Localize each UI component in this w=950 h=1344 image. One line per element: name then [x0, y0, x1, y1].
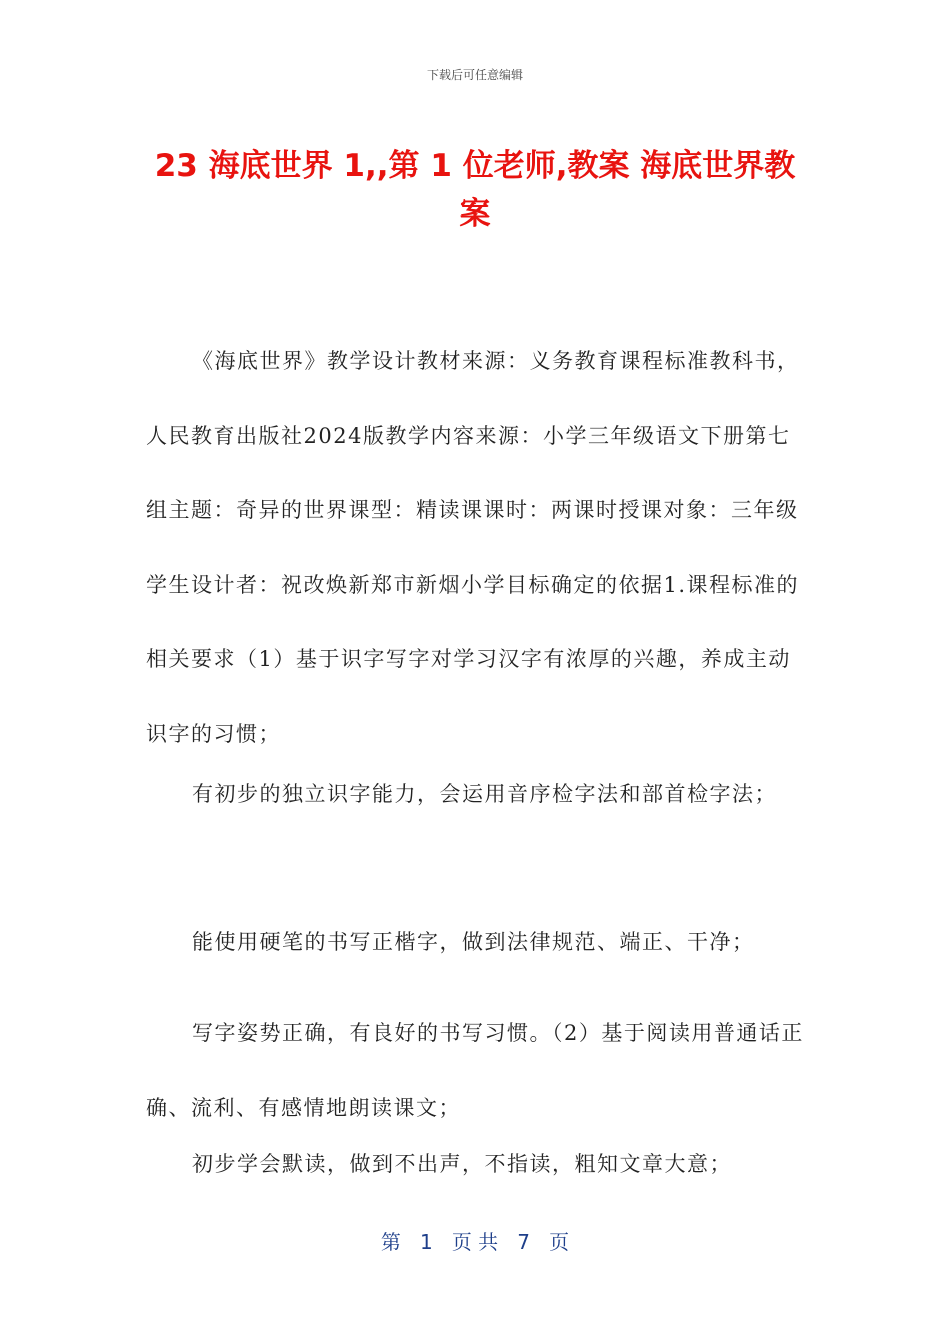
document-title: 23 海底世界 1,,第 1 位老师,教案 海底世界教案	[154, 148, 796, 232]
paragraph-3: 能使用硬笔的书写正楷字，做到法律规范、端正、干净；	[192, 930, 755, 954]
paragraph-1: 《海底世界》教学设计教材来源：义务教育课程标准教科书，人民教育出版社2024版教学内容来源：小学三年级语文下册第七组主题：奇异的世界课型：精读课课时：两课时授课对象：三年级学生设计者：祝改焕新郑市新烟小学目标确定的依据1.课程标准的相关要求（1）基于识字写字对学习汉字有浓厚的兴趣，养成主动识字的习惯；	[146, 349, 800, 746]
paragraph-2: 有初步的独立识字能力，会运用音序检字法和部首检字法；	[192, 782, 777, 806]
page-footer	[0, 1226, 950, 1255]
total-pages-number: 7	[517, 1230, 530, 1254]
paragraph-4: 写字姿势正确，有良好的书写习惯。（2）基于阅读用普通话正确、流利、有感情地朗读课文；	[146, 1021, 804, 1120]
header-note: 下载后可任意编辑	[426, 68, 523, 82]
footer-prefix: 第	[380, 1230, 401, 1254]
paragraph-5: 初步学会默读，做到不出声，不指读，粗知文章大意；	[192, 1152, 732, 1176]
current-page-number: 1	[420, 1230, 433, 1254]
footer-middle: 页 共	[451, 1230, 499, 1254]
footer-suffix: 页	[549, 1230, 570, 1254]
